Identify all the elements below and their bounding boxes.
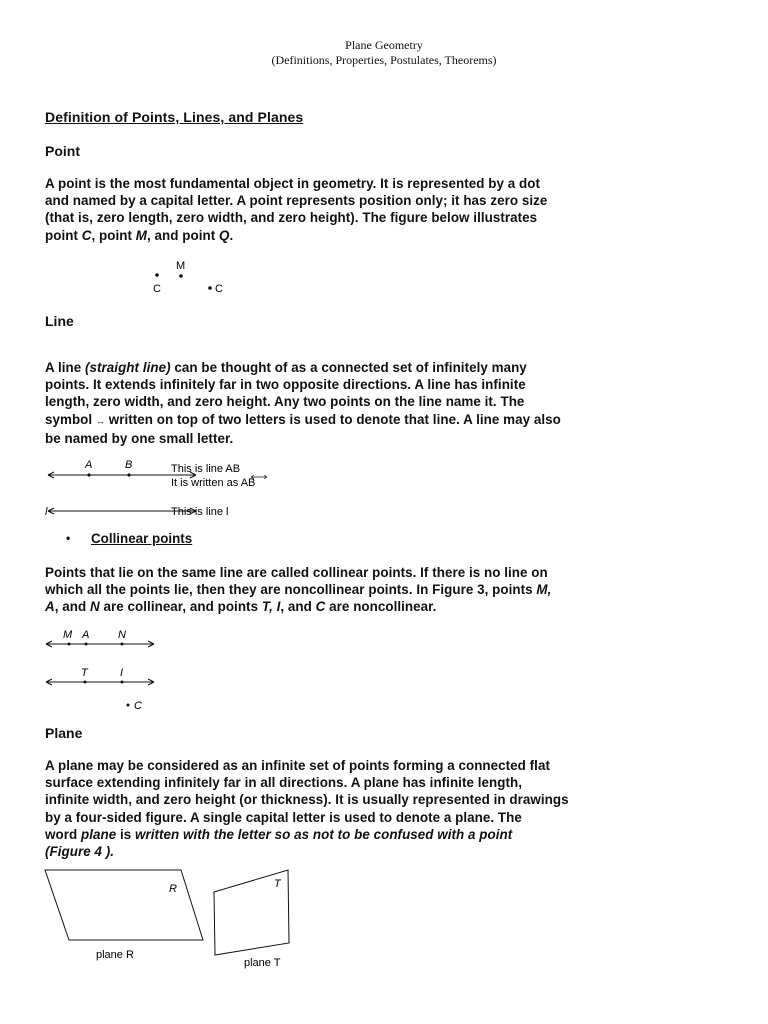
line-paragraph: A line (straight line) can be thought of as a connected set of infinitely many points. It extends infinitely far in two opposite directions. A line has infinite length, zero width, and zero height. Any two points on the line name it. The symbol ↔ written on top of two letters is used to denote that line. A line may also be named by one small letter. xyxy=(45,360,561,446)
document-subtitle: (Definitions, Properties, Postulates, Theorems) xyxy=(271,53,497,67)
collinear-label-t: T xyxy=(81,667,88,679)
line-caption-2: It is written as AB xyxy=(171,477,256,489)
collinear-label-c: C xyxy=(134,700,142,712)
line-caption-arrow-icon xyxy=(251,475,267,479)
point-m-dot xyxy=(179,274,183,278)
plane-label-r: R xyxy=(169,883,177,895)
collinear-paragraph: Points that lie on the same line are called collinear points. If there is no line on which all the points lie, then they are noncollinear points. In Figure 3, points M, A, and N are collinear, and points T, I, and C are noncollinear. xyxy=(45,565,552,615)
line-caption-1: This is line AB xyxy=(171,463,241,475)
collinear-title: Collinear points xyxy=(91,531,193,546)
plane-title: Plane xyxy=(45,725,83,741)
collinear-label-n: N xyxy=(118,629,126,641)
line-point-b xyxy=(127,473,130,476)
collinear-figure xyxy=(38,624,168,714)
points-figure xyxy=(140,255,250,297)
point-paragraph: A point is the most fundamental object in geometry. It is represented by a dot and named by a capital letter. A point represents position only; it has zero size (that is, zero length, zero width, and zero height). The figure below illustrates point C, point M, and point Q. xyxy=(45,176,548,243)
plane-paragraph: A plane may be considered as an infinite set of points forming a connected flat surface extending infinitely far in all directions. A plane has infinite length, infinite width, and zero height (or thickness). It is usually represented in drawings by a four-sided figure. A single capital letter is used to denote a plane. The word plane is written with the letter so as not to be confused with a point (Figure 4 ). xyxy=(45,758,569,860)
plane-label-t: T xyxy=(274,878,281,890)
collinear-label-i: I xyxy=(120,667,124,679)
point-title: Point xyxy=(45,143,80,159)
collinear-point-n xyxy=(121,643,124,646)
plane-caption-r: plane R xyxy=(96,949,134,961)
line-point-a xyxy=(87,473,90,476)
collinear-point-i xyxy=(121,681,124,684)
line-figure xyxy=(38,455,283,521)
point-label-c-left: C xyxy=(153,283,161,295)
line-caption-3: This is line l xyxy=(171,506,229,518)
line-title: Line xyxy=(45,313,74,329)
collinear-point-t xyxy=(84,681,87,684)
line-label-l: l xyxy=(45,506,48,518)
bullet-icon: • xyxy=(66,531,71,545)
point-label-c-right: C xyxy=(215,283,223,295)
collinear-label-m: M xyxy=(63,629,73,641)
line-symbol-icon: ↔ xyxy=(95,415,106,426)
point-c-left-dot xyxy=(155,273,159,277)
collinear-point-a xyxy=(85,643,88,646)
point-c-right-dot xyxy=(208,286,212,290)
section-heading: Definition of Points, Lines, and Planes xyxy=(45,109,304,125)
plane-r-shape xyxy=(45,870,203,940)
document-title: Plane Geometry xyxy=(345,38,423,52)
point-label-m: M xyxy=(176,260,186,272)
plane-caption-t: plane T xyxy=(244,957,281,969)
line-label-a: A xyxy=(85,459,93,471)
collinear-point-m xyxy=(68,643,71,646)
plane-figure xyxy=(40,866,300,974)
collinear-label-a: A xyxy=(82,629,90,641)
line-label-b: B xyxy=(125,459,133,471)
noncollinear-point-c xyxy=(127,704,130,707)
